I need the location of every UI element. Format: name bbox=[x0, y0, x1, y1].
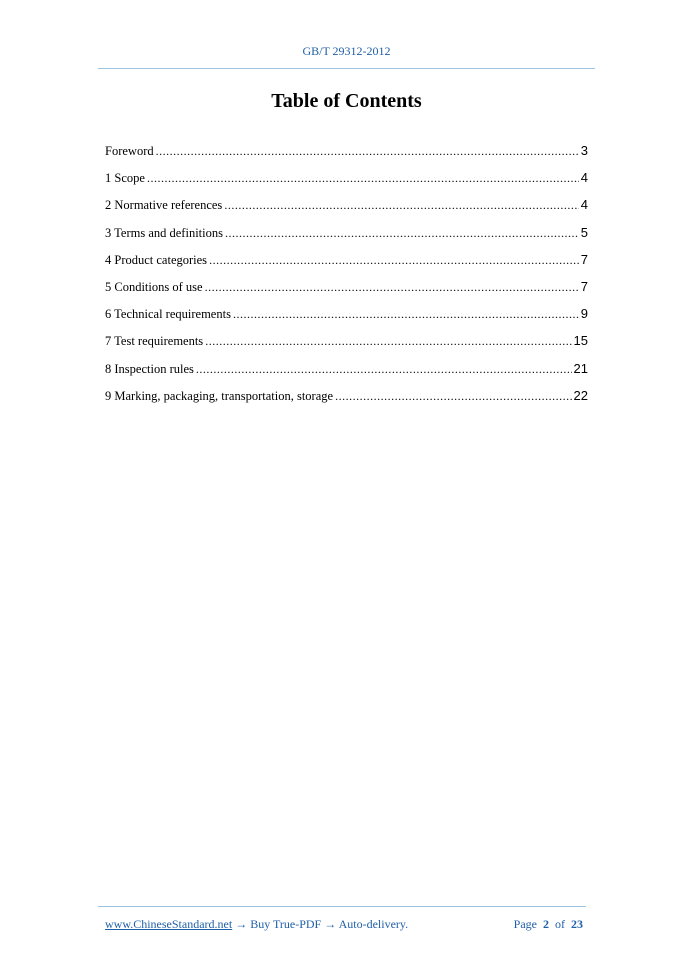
toc-entry-page: 3 bbox=[580, 143, 588, 158]
page-indicator bbox=[514, 917, 583, 932]
total-pages-number: 23 bbox=[571, 917, 583, 931]
toc-dot-leader bbox=[335, 387, 571, 405]
toc-entry-page: 5 bbox=[580, 224, 588, 240]
toc-entry-label: 9 Marking, packaging, transportation, storage bbox=[105, 388, 334, 403]
toc-entry-marking-packaging[interactable] bbox=[105, 387, 588, 414]
site-link[interactable]: www.ChineseStandard.net bbox=[105, 917, 233, 931]
toc-dot-leader bbox=[209, 251, 579, 269]
toc-entry-label: 4 Product categories bbox=[105, 252, 208, 267]
toc-entry-page: 21 bbox=[573, 360, 588, 376]
auto-delivery-text: Auto-delivery. bbox=[338, 917, 409, 931]
toc-entry-label: 1 Scope bbox=[105, 171, 145, 186]
toc-entry-label: 5 Conditions of use bbox=[105, 279, 203, 294]
toc-dot-leader bbox=[224, 196, 578, 214]
toc-dot-leader bbox=[147, 169, 579, 187]
toc-dot-leader bbox=[205, 332, 571, 350]
toc-entry-label: 7 Test requirements bbox=[105, 334, 204, 349]
toc-dot-leader bbox=[205, 278, 579, 296]
running-footer bbox=[105, 917, 585, 932]
page-word: Page bbox=[513, 917, 537, 931]
toc-entry-scope[interactable] bbox=[105, 169, 588, 196]
buy-true-pdf-text: Buy True-PDF bbox=[250, 917, 322, 931]
toc-entry-normative-references[interactable] bbox=[105, 196, 588, 223]
header-divider bbox=[98, 68, 595, 69]
toc-entry-label: 8 Inspection rules bbox=[105, 361, 194, 376]
of-word: of bbox=[555, 917, 565, 931]
toc-entry-inspection-rules[interactable] bbox=[105, 360, 588, 387]
toc-entry-product-categories[interactable] bbox=[105, 251, 588, 278]
toc-entry-page: 4 bbox=[580, 170, 588, 186]
footer-divider bbox=[98, 906, 586, 907]
toc-dot-leader bbox=[225, 224, 579, 242]
toc-dot-leader bbox=[233, 305, 579, 323]
toc-entry-test-requirements[interactable] bbox=[105, 332, 588, 359]
toc-entry-label: 2 Normative references bbox=[105, 198, 223, 213]
toc-entry-page: 7 bbox=[580, 278, 588, 294]
toc-entry-page: 7 bbox=[580, 251, 588, 267]
toc-dot-leader bbox=[156, 142, 579, 160]
toc-entry-technical-requirements[interactable] bbox=[105, 305, 588, 332]
toc-entry-conditions-of-use[interactable] bbox=[105, 278, 588, 305]
arrow-right-icon: → bbox=[235, 917, 248, 931]
toc-list bbox=[105, 142, 588, 414]
toc-entry-foreword[interactable] bbox=[105, 142, 588, 169]
toc-entry-label: Foreword bbox=[105, 144, 154, 158]
toc-entry-terms-definitions[interactable] bbox=[105, 224, 588, 251]
toc-dot-leader bbox=[196, 360, 572, 378]
toc-entry-label: 6 Technical requirements bbox=[105, 307, 231, 322]
toc-entry-page: 9 bbox=[580, 306, 588, 322]
toc-entry-label: 3 Terms and definitions bbox=[105, 225, 223, 240]
arrow-right-icon: → bbox=[324, 917, 337, 931]
page-title: Table of Contents bbox=[271, 90, 422, 112]
standard-code: GB/T 29312-2012 bbox=[302, 44, 391, 58]
toc-entry-page: 22 bbox=[573, 387, 588, 403]
toc-entry-page: 15 bbox=[573, 333, 588, 349]
running-header bbox=[0, 44, 693, 59]
toc-entry-page: 4 bbox=[580, 197, 588, 213]
current-page-number: 2 bbox=[543, 917, 549, 931]
